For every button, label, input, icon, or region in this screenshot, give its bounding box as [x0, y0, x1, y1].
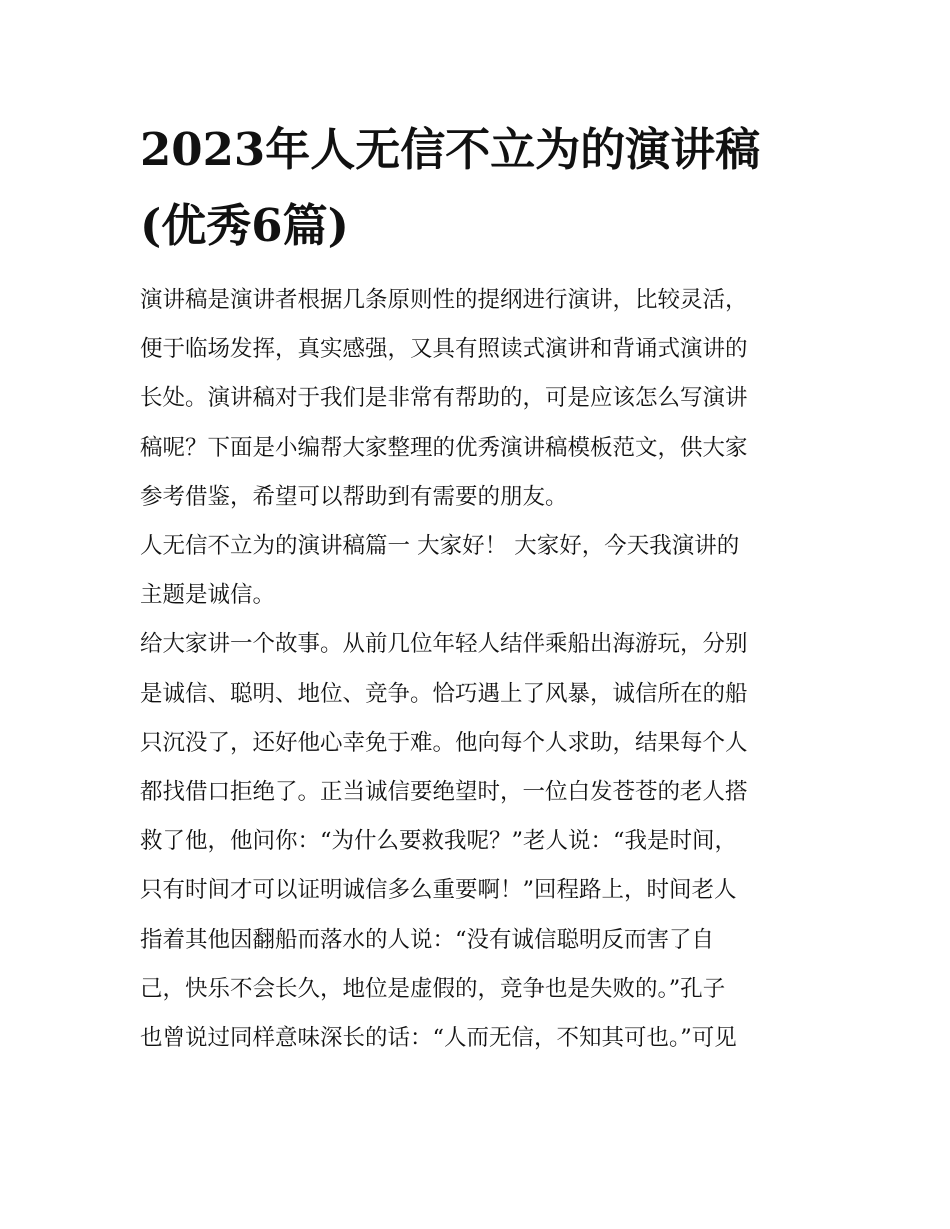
title-line: 2023年人无信不立为的演讲稿	[140, 123, 761, 176]
text-line: 给大家讲一个故事。从前几位年轻人结伴乘船出海游玩，分别	[140, 631, 748, 658]
text-line: 便于临场发挥，真实感强，又具有照读式演讲和背诵式演讲的	[140, 336, 748, 363]
text-line: 长处。演讲稿对于我们是非常有帮助的，可是应该怎么写演讲	[140, 385, 748, 412]
document-page	[140, 112, 812, 1063]
document-title	[140, 112, 812, 264]
text-line: 指着其他因翻船而落水的人说：“没有诚信聪明反而害了自	[140, 926, 715, 953]
paragraph-speech-one-opening	[140, 522, 812, 620]
text-line: 救了他，他问你：“为什么要救我呢？”老人说：“我是时间，	[140, 828, 738, 855]
paragraph-story	[140, 620, 812, 1063]
text-line: 主题是诚信。	[140, 582, 276, 609]
text-line: 参考借鉴，希望可以帮助到有需要的朋友。	[140, 483, 568, 510]
text-line: 稿呢？下面是小编帮大家整理的优秀演讲稿模板范文，供大家	[140, 434, 748, 461]
text-line: 也曾说过同样意味深长的话：“人而无信，不知其可也。”可见	[140, 1025, 737, 1052]
text-line: 演讲稿是演讲者根据几条原则性的提纲进行演讲，比较灵活，	[140, 287, 748, 313]
text-line: 只有时间才可以证明诚信多么重要啊！”回程路上，时间老人	[140, 877, 737, 904]
document-body	[140, 276, 812, 1063]
text-line: 都找借口拒绝了。正当诚信要绝望时，一位白发苍苍的老人搭	[140, 779, 748, 806]
title-line: (优秀6篇)	[140, 199, 349, 252]
paragraph-intro	[140, 276, 812, 522]
text-line: 是诚信、聪明、地位、竞争。恰巧遇上了风暴，诚信所在的船	[140, 680, 748, 707]
text-line: 己，快乐不会长久，地位是虚假的，竞争也是失败的。”孔子	[140, 975, 726, 1002]
text-line: 人无信不立为的演讲稿篇一 大家好！ 大家好，今天我演讲的	[140, 533, 740, 560]
text-line: 只沉没了，还好他心幸免于难。他向每个人求助，结果每个人	[140, 729, 748, 756]
